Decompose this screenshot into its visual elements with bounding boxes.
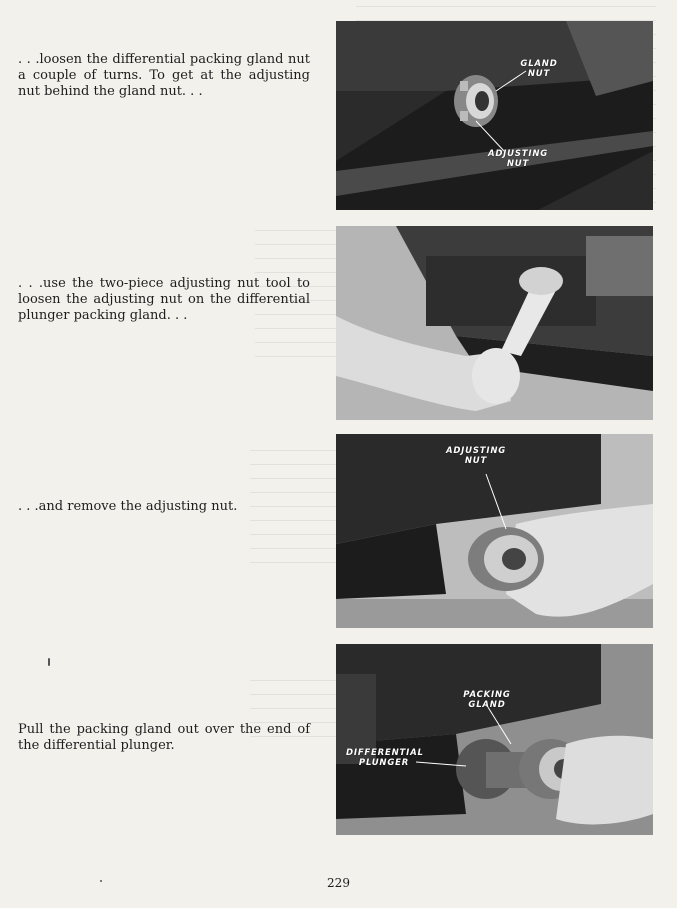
- caption-step-3: . . .and remove the adjusting nut.: [18, 499, 238, 514]
- label-differential-plunger: DIFFERENTIAL PLUNGER: [346, 748, 424, 768]
- page-number: 229: [327, 876, 350, 890]
- caption-step-4: Pull the packing gland out over the end of the differential plunger.: [18, 722, 310, 753]
- photo-gland-nut: [336, 21, 653, 210]
- scan-speck: [48, 658, 50, 666]
- hand-shape: [556, 736, 653, 825]
- label-adjusting-nut: ADJUSTING NUT: [445, 446, 507, 466]
- gland-nut-shape: [454, 75, 498, 127]
- photo-4-illustration: [336, 644, 653, 835]
- photo-adjusting-tool: [336, 226, 653, 420]
- label-gland-nut: GLAND NUT: [520, 59, 558, 79]
- caption-step-2: . . .use the two-piece adjusting nut tool to loosen the adjusting nut on the differential plunger packing gland. . .: [18, 276, 310, 323]
- photo-pull-packing-gland: [336, 644, 653, 835]
- label-packing-gland: PACKING GLAND: [463, 690, 511, 710]
- photo-1-illustration: [336, 21, 653, 210]
- label-adjusting-nut: ADJUSTING NUT: [487, 149, 549, 169]
- caption-step-1: . . .loosen the differential packing gland nut a couple of turns. To get at the adjusting nut behind the gland nut. . .: [18, 52, 310, 99]
- adjusting-nut-shape: [468, 527, 544, 591]
- photo-remove-adjusting-nut: [336, 434, 653, 628]
- photo-2-illustration: [336, 226, 653, 420]
